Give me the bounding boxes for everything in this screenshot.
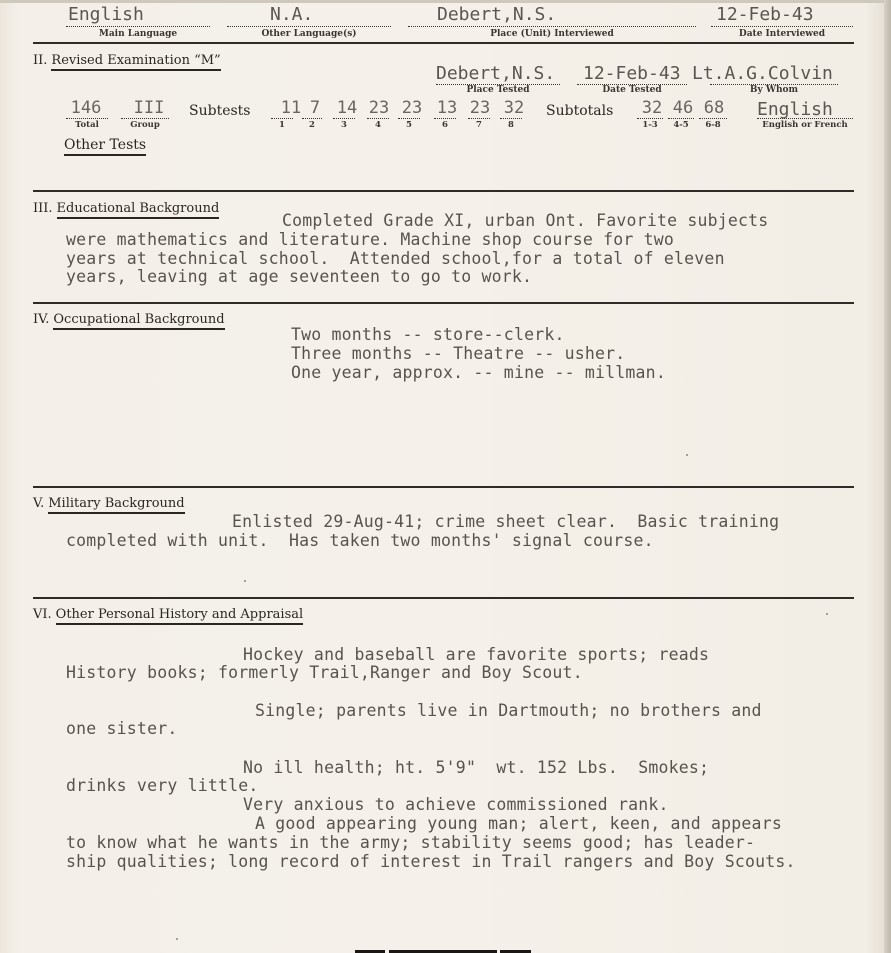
page-right-edge [884,0,891,953]
divider [33,42,854,44]
section-title: Revised Examination “M” [51,53,220,71]
subtest-line [302,118,322,119]
section-number: IV. [33,312,50,327]
language-tested-value: English [757,99,833,120]
divider [33,597,854,599]
subtests-label: Subtests [189,103,251,119]
section-title: Other Personal History and Appraisal [56,607,304,625]
subtest-line [398,118,420,119]
subtest-value: 14 [336,98,358,118]
subtest-caption: 8 [508,120,514,130]
other-languages-line [227,26,391,27]
text-line: Three months -- Theatre -- usher. [291,344,626,363]
subtest-line [333,118,355,119]
section-title: Military Background [48,496,184,514]
subtotal-line [668,118,694,119]
subtotal-caption: 4-5 [673,120,689,130]
place-interviewed-value: Debert,N.S. [437,4,557,25]
subtest-line [271,118,293,119]
subtotal-caption: 6-8 [705,120,721,130]
text-line: One year, approx. -- mine -- millman. [291,363,666,382]
main-language-value: English [68,4,144,25]
subtest-value: 32 [503,98,525,118]
subtotal-value: 68 [703,98,725,118]
group-line [121,118,169,119]
subtotal-value: 46 [672,98,694,118]
subtest-caption: 5 [406,120,412,130]
total-value: 146 [70,98,102,118]
subtotal-value: 32 [641,98,663,118]
paper-speck [686,454,688,456]
main-language-line [66,26,210,27]
date-tested-caption: Date Tested [602,85,662,95]
text-line: Single; parents live in Dartmouth; no brothers and [255,701,762,720]
divider [33,486,854,488]
text-line: No ill health; ht. 5'9" wt. 152 Lbs. Smokes; [243,758,710,777]
subtest-caption: 2 [309,120,315,130]
text-line: one sister. [66,719,178,738]
section-3-heading [33,201,219,216]
section-title: Occupational Background [53,312,224,330]
text-line: completed with unit. Has taken two months' signal course. [66,531,654,550]
subtest-value: 13 [436,98,458,118]
other-languages-caption: Other Language(s) [261,29,357,39]
text-line: ship qualities; long record of interest in Trail rangers and Boy Scouts. [66,852,796,871]
text-line: years at technical school. Attended school,for a total of eleven [66,249,725,268]
page-top-edge [0,0,891,3]
section-number: II. [33,53,48,68]
total-caption: Total [75,120,99,130]
by-whom-value: Lt.A.G.Colvin [692,63,833,84]
date-tested-value: 12-Feb-43 [583,63,681,84]
place-tested-caption: Place Tested [466,85,530,95]
section-6-heading [33,607,303,622]
subtest-caption: 1 [279,120,285,130]
subtotal-line [699,118,727,119]
section-5-heading [33,496,185,511]
paper-speck [826,613,828,615]
subtest-value: 23 [469,98,491,118]
paper-speck [176,938,178,940]
subtest-caption: 6 [442,120,448,130]
section-number: VI. [33,607,52,622]
subtotal-caption: 1-3 [642,120,658,130]
section-2-heading [33,53,221,68]
subtest-caption: 3 [341,120,347,130]
date-interviewed-caption: Date Interviewed [738,29,826,39]
text-line: Completed Grade XI, urban Ont. Favorite subjects [282,211,769,230]
place-tested-value: Debert,N.S. [436,63,556,84]
subtest-value: 23 [401,98,423,118]
subtotal-line [637,118,663,119]
text-line: Enlisted 29-Aug-41; crime sheet clear. Basic training [232,512,780,531]
text-line: years, leaving at age seventeen to go to work. [66,267,533,286]
date-interviewed-line [711,26,853,27]
paper-speck [244,580,246,582]
text-line: Very anxious to achieve commissioned rank. [243,795,669,814]
text-line: Two months -- store--clerk. [291,325,565,344]
text-line: drinks very little. [66,776,259,795]
subtest-line [434,118,456,119]
language-tested-caption: English or French [762,120,848,130]
subtotals-label: Subtotals [546,103,614,119]
section-number: V. [33,496,45,511]
subtest-caption: 4 [375,120,381,130]
subtest-line [468,118,490,119]
by-whom-caption: By Whom [749,85,799,95]
subtest-value: 7 [309,98,321,118]
section-title: Educational Background [57,201,220,219]
subtest-value: 23 [368,98,390,118]
other-languages-value: N.A. [270,4,314,25]
text-line: A good appearing young man; alert, keen, and appears [255,814,782,833]
subtest-line [500,118,522,119]
subtest-line [367,118,389,119]
divider [33,190,854,192]
text-line: to know what he wants in the army; stability seems good; has leader- [66,833,756,852]
section-number: III. [33,201,53,216]
group-caption: Group [130,120,160,130]
language-tested-line [757,118,853,119]
subtest-caption: 7 [476,120,482,130]
place-interviewed-caption: Place (Unit) Interviewed [490,29,614,39]
main-language-caption: Main Language [98,29,178,39]
text-line: History books; formerly Trail,Ranger and Boy Scout. [66,663,583,682]
date-interviewed-value: 12-Feb-43 [716,4,814,25]
text-line: Hockey and baseball are favorite sports; reads [243,645,710,664]
section-4-heading [33,312,225,327]
other-tests-label: Other Tests [64,137,146,156]
group-value: III [133,98,165,118]
subtest-value: 11 [280,98,302,118]
place-interviewed-line [408,26,696,27]
divider [33,302,854,304]
total-line [66,118,108,119]
text-line: were mathematics and literature. Machine shop course for two [66,230,675,249]
